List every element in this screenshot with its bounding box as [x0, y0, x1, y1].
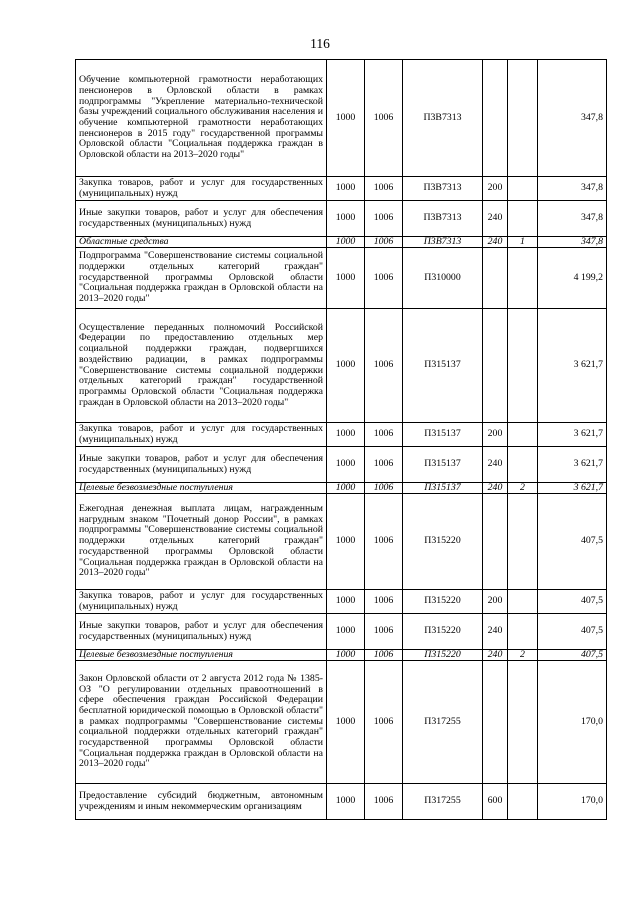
table-row	[76, 201, 607, 237]
table-row	[76, 423, 607, 447]
cell-subsection: 1006	[365, 494, 403, 590]
table-body	[76, 60, 607, 820]
cell-amount: 407,5	[538, 614, 607, 650]
cell-source	[508, 248, 538, 309]
cell-target-article: П317255	[403, 661, 483, 784]
cell-target-article: П315220	[403, 494, 483, 590]
cell-subsection: 1006	[365, 309, 403, 423]
cell-subsection: 1006	[365, 614, 403, 650]
cell-subsection: 1006	[365, 423, 403, 447]
cell-description: Областные средства	[76, 237, 327, 248]
cell-description: Иные закупки товаров, работ и услуг для обеспечения государственных (муниципальных) нужд	[76, 447, 327, 483]
table-row	[76, 661, 607, 784]
cell-source	[508, 494, 538, 590]
cell-amount: 347,8	[538, 201, 607, 237]
cell-expense-type: 240	[483, 650, 508, 661]
cell-amount: 347,8	[538, 237, 607, 248]
cell-description: Осуществление переданных полномочий Российской Федерации по предоставлению отдельных мер социальной поддержки граждан, подвергшихся воздействию радиации, в рамках подпрограммы "Совершенствование системы социальной поддержки отдельных категорий граждан" государственной программы Орловской области "Социальная поддержка граждан в Орловской области на 2013–2020 годы"	[76, 309, 327, 423]
cell-target-article: П315220	[403, 614, 483, 650]
cell-expense-type: 240	[483, 447, 508, 483]
cell-description: Закупка товаров, работ и услуг для государственных (муниципальных) нужд	[76, 590, 327, 614]
cell-section: 1000	[327, 447, 365, 483]
cell-source	[508, 590, 538, 614]
cell-description: Закупка товаров, работ и услуг для государственных (муниципальных) нужд	[76, 177, 327, 201]
cell-expense-type: 200	[483, 590, 508, 614]
table-row	[76, 309, 607, 423]
cell-subsection: 1006	[365, 784, 403, 820]
cell-target-article: П315220	[403, 590, 483, 614]
cell-expense-type: 200	[483, 177, 508, 201]
cell-target-article: П317255	[403, 784, 483, 820]
cell-description: Ежегодная денежная выплата лицам, награжденным нагрудным знаком "Почетный донор России", в рамках подпрограммы "Совершенствование системы социальной поддержки отдельных категорий граждан" государственной программы Орловской области "Социальная поддержка граждан в Орловской области на 2013–2020 годы"	[76, 494, 327, 590]
table-row	[76, 248, 607, 309]
cell-amount: 170,0	[538, 661, 607, 784]
cell-target-article: П3В7313	[403, 237, 483, 248]
cell-source	[508, 201, 538, 237]
table-row	[76, 494, 607, 590]
cell-subsection: 1006	[365, 483, 403, 494]
cell-description: Закупка товаров, работ и услуг для государственных (муниципальных) нужд	[76, 423, 327, 447]
cell-source	[508, 784, 538, 820]
cell-amount: 3 621,7	[538, 447, 607, 483]
cell-amount: 3 621,7	[538, 483, 607, 494]
cell-source	[508, 614, 538, 650]
cell-target-article: П3В7313	[403, 177, 483, 201]
table-row	[76, 590, 607, 614]
cell-section: 1000	[327, 661, 365, 784]
cell-source	[508, 447, 538, 483]
cell-section: 1000	[327, 248, 365, 309]
cell-description: Подпрограмма "Совершенствование системы социальной поддержки отдельных категорий граждан" государственной программы Орловской области "Социальная поддержка граждан в Орловской области на 2013–2020 годы"	[76, 248, 327, 309]
cell-amount: 407,5	[538, 590, 607, 614]
cell-source: 2	[508, 483, 538, 494]
cell-source	[508, 423, 538, 447]
cell-source: 2	[508, 650, 538, 661]
cell-amount: 3 621,7	[538, 423, 607, 447]
cell-amount: 4 199,2	[538, 248, 607, 309]
cell-source	[508, 60, 538, 177]
cell-target-article: П315137	[403, 447, 483, 483]
budget-table	[75, 59, 607, 820]
cell-section: 1000	[327, 494, 365, 590]
cell-section: 1000	[327, 201, 365, 237]
table-row	[76, 237, 607, 248]
cell-expense-type	[483, 60, 508, 177]
cell-section: 1000	[327, 784, 365, 820]
cell-section: 1000	[327, 614, 365, 650]
cell-section: 1000	[327, 483, 365, 494]
cell-section: 1000	[327, 590, 365, 614]
table-row	[76, 60, 607, 177]
cell-amount: 407,5	[538, 494, 607, 590]
cell-description: Целевые безвозмездные поступления	[76, 483, 327, 494]
cell-source	[508, 309, 538, 423]
cell-section: 1000	[327, 237, 365, 248]
cell-subsection: 1006	[365, 661, 403, 784]
cell-description: Иные закупки товаров, работ и услуг для обеспечения государственных (муниципальных) нужд	[76, 201, 327, 237]
cell-subsection: 1006	[365, 447, 403, 483]
cell-subsection: 1006	[365, 201, 403, 237]
cell-expense-type	[483, 248, 508, 309]
page-number: 116	[310, 36, 330, 51]
cell-description: Обучение компьютерной грамотности неработающих пенсионеров в Орловской области в рамках подпрограммы "Укрепление материально-технической базы учреждений социального обслуживания населения и обучение компьютерной грамотности неработающих пенсионеров в 2015 году" государственной программы Орловской области "Социальная поддержка граждан в Орловской области на 2013–2020 годы"	[76, 60, 327, 177]
cell-source	[508, 661, 538, 784]
cell-subsection: 1006	[365, 590, 403, 614]
cell-description: Целевые безвозмездные поступления	[76, 650, 327, 661]
cell-amount: 347,8	[538, 177, 607, 201]
cell-expense-type: 600	[483, 784, 508, 820]
cell-expense-type: 240	[483, 614, 508, 650]
cell-target-article: П3В7313	[403, 201, 483, 237]
cell-amount: 407,5	[538, 650, 607, 661]
cell-target-article: П315137	[403, 309, 483, 423]
cell-section: 1000	[327, 650, 365, 661]
table-row	[76, 483, 607, 494]
table-row	[76, 447, 607, 483]
cell-target-article: П315220	[403, 650, 483, 661]
cell-expense-type	[483, 661, 508, 784]
table-row	[76, 784, 607, 820]
cell-source	[508, 177, 538, 201]
cell-subsection: 1006	[365, 650, 403, 661]
cell-subsection: 1006	[365, 248, 403, 309]
cell-section: 1000	[327, 423, 365, 447]
cell-target-article: П3В7313	[403, 60, 483, 177]
cell-target-article: П315137	[403, 423, 483, 447]
cell-subsection: 1006	[365, 237, 403, 248]
cell-amount: 170,0	[538, 784, 607, 820]
table-row	[76, 650, 607, 661]
table-row	[76, 177, 607, 201]
cell-expense-type: 240	[483, 237, 508, 248]
cell-source: 1	[508, 237, 538, 248]
table-row	[76, 614, 607, 650]
cell-expense-type	[483, 494, 508, 590]
cell-section: 1000	[327, 177, 365, 201]
cell-description: Закон Орловской области от 2 августа 2012 года № 1385-ОЗ "О регулировании отдельных правоотношений в сфере обеспечения граждан Российской Федерации бесплатной юридической помощью в Орловской области" в рамках подпрограммы "Совершенствование системы социальной поддержки отдельных категорий граждан" государственной программы Орловской области "Социальная поддержка граждан в Орловской области на 2013–2020 годы"	[76, 661, 327, 784]
cell-amount: 347,8	[538, 60, 607, 177]
cell-amount: 3 621,7	[538, 309, 607, 423]
cell-section: 1000	[327, 309, 365, 423]
cell-subsection: 1006	[365, 60, 403, 177]
cell-expense-type: 240	[483, 201, 508, 237]
cell-section: 1000	[327, 60, 365, 177]
cell-expense-type: 200	[483, 423, 508, 447]
cell-expense-type	[483, 309, 508, 423]
cell-target-article: П310000	[403, 248, 483, 309]
cell-target-article: П315137	[403, 483, 483, 494]
cell-description: Иные закупки товаров, работ и услуг для обеспечения государственных (муниципальных) нужд	[76, 614, 327, 650]
cell-description: Предоставление субсидий бюджетным, автономным учреждениям и иным некоммерческим организациям	[76, 784, 327, 820]
cell-subsection: 1006	[365, 177, 403, 201]
cell-expense-type: 240	[483, 483, 508, 494]
